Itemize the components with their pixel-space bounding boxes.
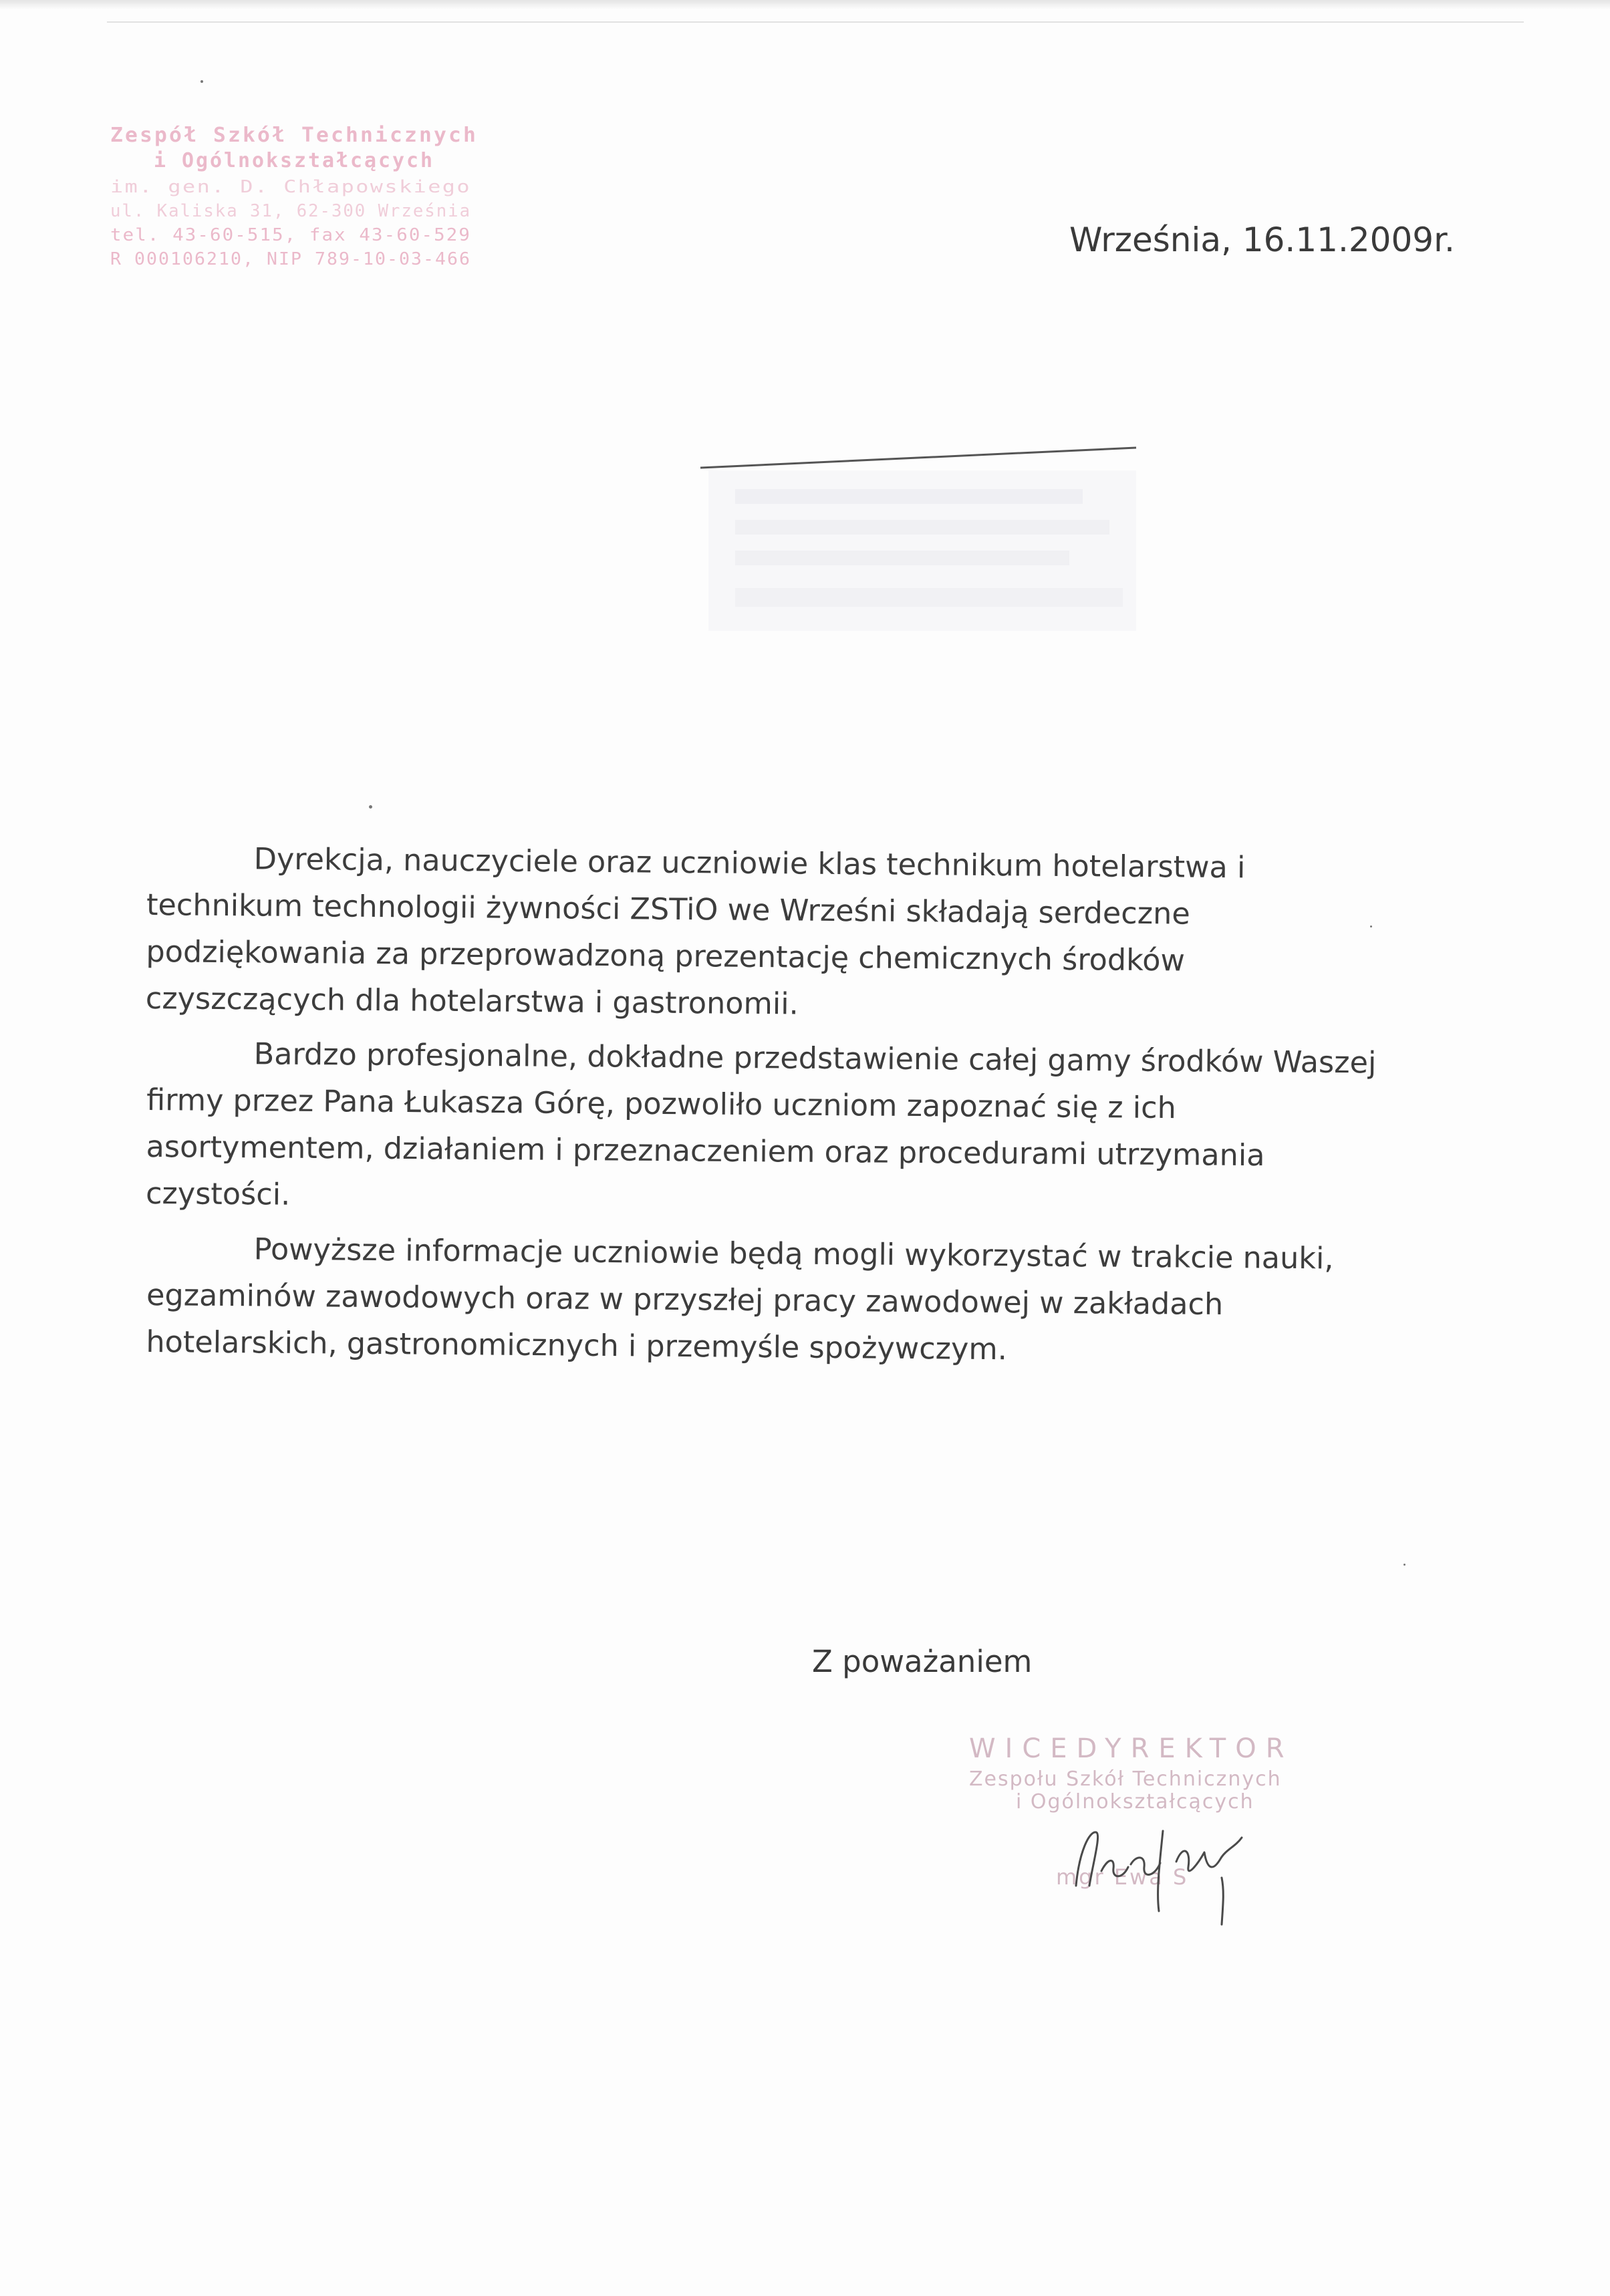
letter-body — [147, 835, 1390, 1374]
stamp-line: im. gen. D. Chłapowskiego — [110, 177, 471, 197]
stamp-line: ul. Kaliska 31, 62-300 Września — [110, 201, 471, 221]
stamp-line: R 000106210, NIP 789-10-03-466 — [110, 249, 471, 269]
scan-dust — [369, 805, 372, 809]
scan-artifact-line — [107, 21, 1524, 23]
stamp-school-line: Zespołu Szkół Technicznych — [969, 1767, 1282, 1791]
scan-top-edge — [0, 0, 1610, 9]
stamp-line: Zespół Szkół Technicznych — [110, 124, 478, 147]
body-paragraph: Dyrekcja, nauczyciele oraz uczniowie klas technikum hotelarstwa i technikum technologii żywności ZSTiO we Wrześni składają serdeczne podziękowania za przeprowadzoną prezentację chemicznych środków czyszczących dla hotelarstwa i gastronomii. — [145, 842, 1246, 1022]
stamp-school-line: i Ogólnokształcących — [1016, 1790, 1254, 1814]
body-paragraph: Powyższe informacje uczniowie będą mogli wykorzystać w trakcie nauki, egzaminów zawodowych oraz w przyszłej pracy zawodowej w zakładach hotelarskich, gastronomicznych i przemyśle spożywczym. — [146, 1232, 1334, 1367]
scan-dust — [1403, 1564, 1405, 1566]
school-header-stamp — [107, 119, 481, 273]
stamp-name: mgr Ewa S — [1056, 1864, 1189, 1890]
stamp-line: i Ogólnokształcących — [154, 149, 434, 172]
stamp-title: WICEDYREKTOR — [969, 1733, 1294, 1764]
registration-stamp — [695, 441, 1143, 635]
closing-phrase: Z poważaniem — [812, 1644, 1033, 1679]
body-paragraph: Bardzo profesjonalne, dokładne przedstawienie całej gamy środków Waszej firmy przez Pana Łukasza Górę, pozwoliło uczniom zapoznać się z ich asortymentem, działaniem i przeznaczeniem oraz procedurami utrzymania czystości. — [145, 1037, 1377, 1212]
stamp-line: tel. 43-60-515, fax 43-60-529 — [110, 225, 471, 245]
scan-dust — [200, 80, 203, 83]
document-date: Września, 16.11.2009r. — [1069, 221, 1455, 259]
signature-stamp — [956, 1731, 1343, 1931]
